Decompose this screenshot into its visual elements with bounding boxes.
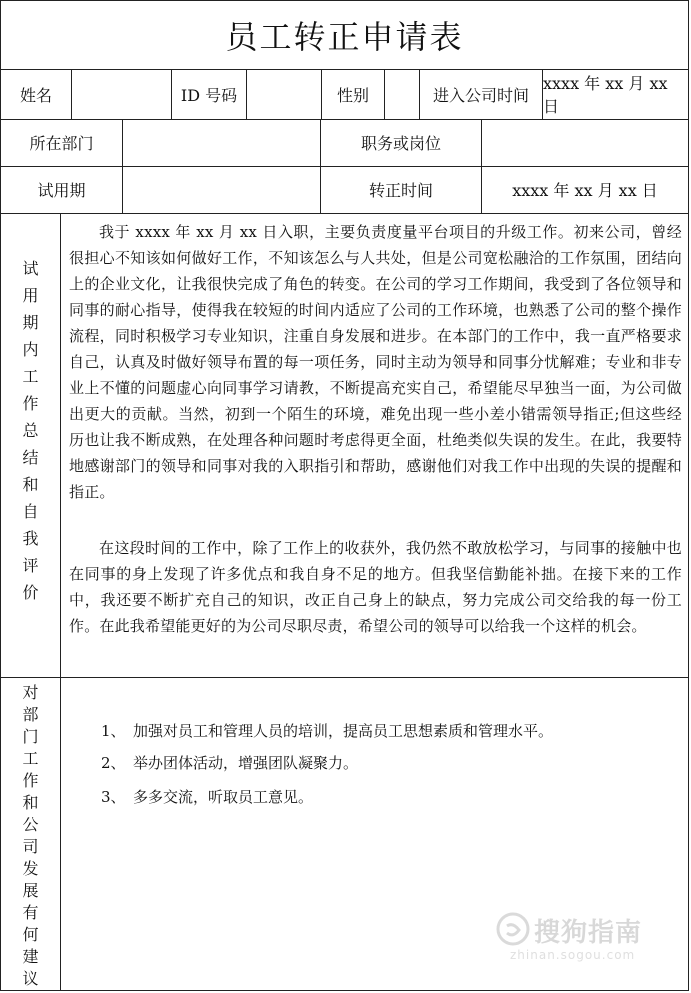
form-title: 员工转正申请表 bbox=[225, 18, 464, 56]
suggestion-number: 2、 bbox=[101, 754, 126, 772]
summary-label-char: 总 bbox=[22, 421, 39, 440]
suggestions-label-char: 作 bbox=[22, 771, 39, 790]
suggestions-label-char: 公 bbox=[22, 815, 39, 834]
probation-field[interactable] bbox=[122, 166, 320, 213]
title-row bbox=[1, 1, 688, 70]
watermark bbox=[494, 910, 674, 970]
suggestion-text: 举办团体活动，增强团队凝聚力。 bbox=[133, 754, 359, 772]
suggestions-label-char: 有 bbox=[22, 903, 39, 922]
summary-label-char: 工 bbox=[22, 367, 39, 386]
summary-paragraph-1: 我于 xxxx 年 xx 月 xx 日入职，主要负责度量平台项目的升级工作。初来公司，曾经很担心不知该如何做好工作，不知该怎么与人共处，但是公司宽松融洽的工作氛围，团结向上的企业文化，让我很快完成了角色的转变。在公司的学习工作期间，我受到了各位领导和同事的耐心指导，使得我在较短的时间内适应了公司的工作环境，也熟悉了公司的整个操作流程，同时积极学习专业知识，注重自身发展和进步。在本部门的工作中，我一直严格要求自己，认真及时做好领导布置的每一项任务，同时主动为领导和同事分忧解难；专业和非专业上不懂的问题虚心向同事学习请教，不断提高充实自己，希望能尽早独当一面，为公司做出更大的贡献。当然，初到一个陌生的环境，难免出现一些小差小错需领导指正;但这些经历也让我不断成熟，在处理各种问题时考虑得更全面，杜绝类似失误的发生。在此，我要特地感谢部门的领导和同事对我的入职指引和帮助，感谢他们对我工作中出现的失误的提醒和指正。 bbox=[69, 223, 682, 501]
suggestion-text: 多多交流，听取员工意见。 bbox=[133, 788, 314, 806]
summary-label-char: 内 bbox=[22, 340, 39, 359]
suggestion-text: 加强对员工和管理人员的培训，提高员工思想素质和管理水平。 bbox=[133, 722, 554, 740]
summary-label-char: 用 bbox=[22, 286, 39, 305]
suggestions-label-char: 司 bbox=[22, 837, 39, 856]
gender-label: 性别 bbox=[321, 69, 384, 119]
department-field[interactable] bbox=[122, 119, 320, 166]
suggestions-label-char: 部 bbox=[22, 705, 39, 724]
position-field[interactable] bbox=[481, 119, 688, 166]
join-date-label: 进入公司时间 bbox=[419, 69, 542, 119]
suggestions-label-char: 工 bbox=[22, 749, 39, 768]
summary-paragraph-2: 在这段时间的工作中，除了工作上的收获外，我仍然不敢放松学习，与同事的接触中也在同事的身上发现了许多优点和我自身不足的地方。但我坚信勤能补拙。在接下来的工作中，我还要不断扩充自己的知识，改正自己身上的缺点，努力完成公司交给我的每一份工作。在此我希望能更好的为公司尽职尽责，希望公司的领导可以给我一个这样的机会。 bbox=[69, 539, 682, 635]
regular-date-label: 转正时间 bbox=[320, 166, 481, 213]
summary-label-char: 和 bbox=[22, 475, 39, 494]
gender-field[interactable] bbox=[384, 69, 419, 119]
summary-label bbox=[1, 213, 61, 677]
summary-section bbox=[1, 213, 688, 678]
summary-label-char: 评 bbox=[22, 556, 39, 575]
summary-label-char: 试 bbox=[22, 259, 39, 278]
summary-label-char: 我 bbox=[22, 529, 39, 548]
suggestions-label-char: 建 bbox=[22, 947, 39, 966]
suggestion-item-1 bbox=[101, 721, 553, 741]
suggestion-item-3 bbox=[101, 787, 313, 807]
suggestions-label-char: 发 bbox=[22, 859, 39, 878]
suggestions-label-char: 和 bbox=[22, 793, 39, 812]
suggestion-item-2 bbox=[101, 753, 358, 773]
position-label: 职务或岗位 bbox=[320, 119, 481, 166]
suggestion-number: 3、 bbox=[101, 788, 126, 806]
summary-label-char: 作 bbox=[22, 394, 39, 413]
suggestion-number: 1、 bbox=[101, 722, 126, 740]
suggestions-label bbox=[1, 677, 61, 990]
name-field[interactable] bbox=[71, 69, 171, 119]
watermark-text: 搜狗指南 bbox=[534, 918, 643, 948]
summary-label-char: 价 bbox=[22, 583, 39, 602]
name-label: 姓名 bbox=[19, 85, 52, 105]
id-field[interactable] bbox=[246, 69, 321, 119]
suggestions-label-char: 对 bbox=[22, 683, 39, 702]
id-label: ID 号码 bbox=[171, 69, 246, 119]
info-row-1 bbox=[1, 69, 688, 120]
watermark-logo-icon bbox=[496, 912, 530, 946]
suggestions-label-char: 门 bbox=[22, 727, 39, 746]
department-label: 所在部门 bbox=[29, 134, 94, 153]
regular-date-value[interactable]: xxxx 年 xx 月 xx 日 bbox=[481, 166, 688, 213]
summary-label-char: 自 bbox=[22, 502, 39, 521]
watermark-url: zhinan.sogou.com bbox=[510, 948, 636, 962]
suggestions-label-char: 展 bbox=[22, 881, 39, 900]
summary-label-char: 结 bbox=[22, 448, 39, 467]
join-date-value[interactable]: xxxx 年 xx 月 xx 日 bbox=[542, 69, 688, 119]
suggestions-label-char: 何 bbox=[22, 925, 39, 944]
info-row-3 bbox=[1, 166, 688, 214]
suggestions-label-char: 议 bbox=[22, 969, 39, 988]
info-row-2 bbox=[1, 119, 688, 167]
probation-label: 试用期 bbox=[37, 181, 86, 200]
summary-label-char: 期 bbox=[22, 313, 39, 332]
